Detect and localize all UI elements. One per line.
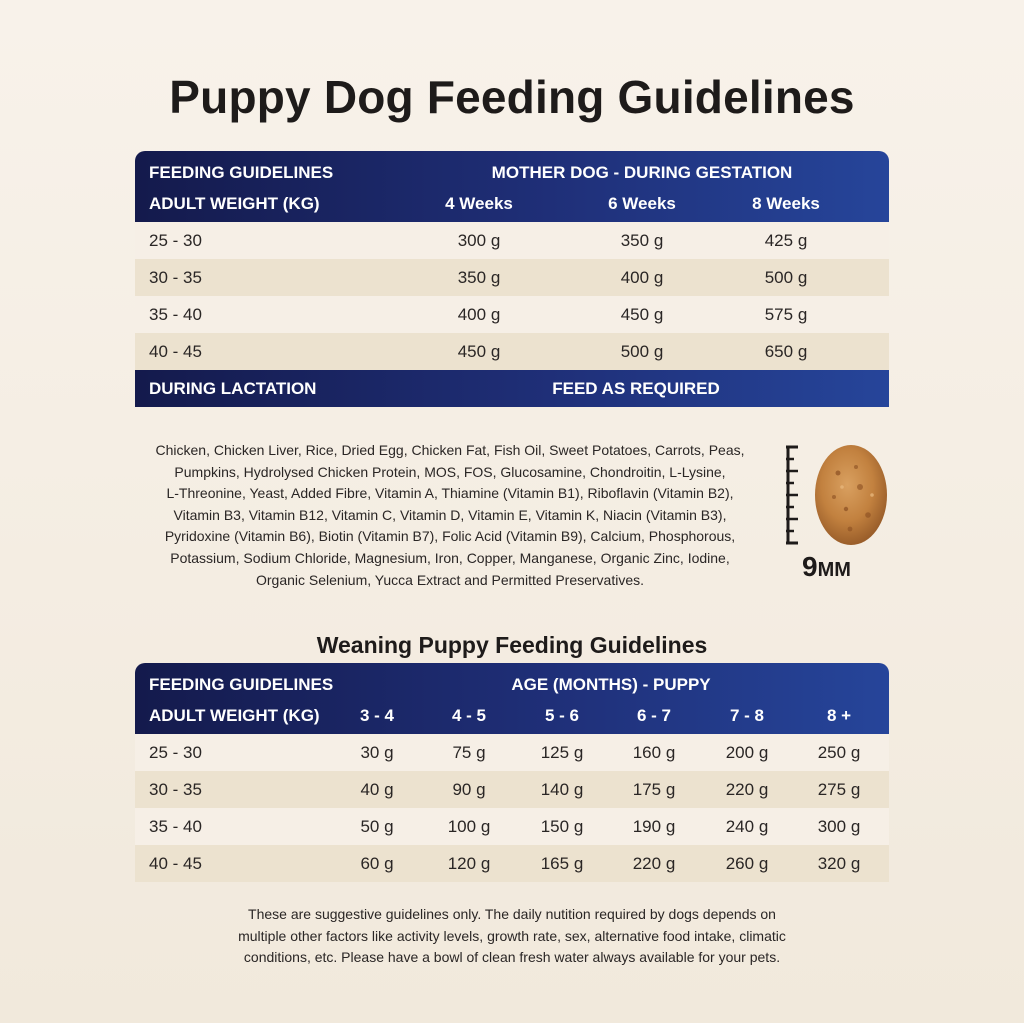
header-feeding-guidelines: FEEDING GUIDELINES <box>149 163 334 182</box>
kibble-size-label <box>802 551 851 583</box>
header-col-6-weeks: 6 Weeks <box>608 194 676 213</box>
ingredients-line: Organic Selenium, Yucca Extract and Permitted Preservatives. <box>255 571 645 588</box>
weight-cell: 40 - 45 <box>149 342 202 361</box>
value-cell: 575 g <box>764 305 808 324</box>
header-col-age: 5 - 6 <box>544 706 580 725</box>
value-cell: 425 g <box>764 231 808 250</box>
ingredients-line: Pyridoxine (Vitamin B6), Biotin (Vitamin B7), Folic Acid (Vitamin B9), Calcium, Phosphorous, <box>164 528 736 545</box>
value-cell: 320 g <box>817 854 861 873</box>
value-cell: 450 g <box>457 342 501 361</box>
value-cell: 400 g <box>457 305 501 324</box>
value-cell: 40 g <box>360 780 394 799</box>
header-age-months: AGE (MONTHS) - PUPPY <box>511 675 711 694</box>
weight-cell: 25 - 30 <box>149 743 202 762</box>
lactation-row <box>135 370 889 407</box>
value-cell: 350 g <box>620 231 664 250</box>
kibble-size-unit: MM <box>817 559 851 581</box>
value-cell: 125 g <box>540 743 584 762</box>
lactation-value: FEED AS REQUIRED <box>552 379 720 398</box>
header-col-8-weeks: 8 Weeks <box>752 194 820 213</box>
weight-cell: 40 - 45 <box>149 854 202 873</box>
table-row <box>135 296 889 333</box>
header-col-age: 8 + <box>826 706 852 725</box>
section-title: Weaning Puppy Feeding Guidelines <box>316 632 708 658</box>
ingredients-line: L-Threonine, Yeast, Added Fibre, Vitamin A, Thiamine (Vitamin B1), Riboflavin (Vitamin B2), <box>166 485 734 502</box>
value-cell: 500 g <box>620 342 664 361</box>
value-cell: 220 g <box>632 854 676 873</box>
value-cell: 260 g <box>725 854 769 873</box>
note-line: multiple other factors like activity levels, growth rate, sex, alternative food intake, climatic <box>238 927 786 944</box>
ingredients-list <box>145 440 755 591</box>
weight-cell: 30 - 35 <box>149 268 202 287</box>
value-cell: 350 g <box>457 268 501 287</box>
ingredients-line: Chicken, Chicken Liver, Rice, Dried Egg, Chicken Fat, Fish Oil, Sweet Potatoes, Carrots, Peas, <box>155 442 745 458</box>
header-adult-weight: ADULT WEIGHT (KG) <box>149 194 320 213</box>
table-row <box>135 333 889 370</box>
table-row <box>135 259 889 296</box>
kibble-icon <box>815 445 887 545</box>
gestation-table <box>135 151 889 407</box>
gestation-table-header <box>135 151 889 222</box>
kibble-size-graphic <box>780 443 900 588</box>
note-line: These are suggestive guidelines only. The daily nutition required by dogs depends on <box>248 906 776 922</box>
value-cell: 300 g <box>457 231 501 250</box>
table-row <box>135 771 889 808</box>
header-col-4-weeks: 4 Weeks <box>445 194 513 213</box>
lactation-label: DURING LACTATION <box>149 379 317 398</box>
ingredients-line: Vitamin B3, Vitamin B12, Vitamin C, Vitamin D, Vitamin E, Vitamin K, Niacin (Vitamin B3), <box>173 506 727 523</box>
header-adult-weight: ADULT WEIGHT (KG) <box>149 706 320 725</box>
value-cell: 60 g <box>360 854 394 873</box>
header-gestation: MOTHER DOG - DURING GESTATION <box>491 163 793 182</box>
value-cell: 140 g <box>540 780 584 799</box>
value-cell: 650 g <box>764 342 808 361</box>
value-cell: 160 g <box>632 743 676 762</box>
table-row <box>135 734 889 771</box>
weight-cell: 35 - 40 <box>149 305 202 324</box>
weight-cell: 30 - 35 <box>149 780 202 799</box>
value-cell: 275 g <box>817 780 861 799</box>
value-cell: 75 g <box>452 743 486 762</box>
weight-cell: 25 - 30 <box>149 231 202 250</box>
value-cell: 200 g <box>725 743 769 762</box>
page-title: Puppy Dog Feeding Guidelines <box>169 71 855 123</box>
table-row <box>135 845 889 882</box>
value-cell: 250 g <box>817 743 861 762</box>
header-col-age: 3 - 4 <box>359 706 395 725</box>
value-cell: 190 g <box>632 817 676 836</box>
value-cell: 30 g <box>360 743 394 762</box>
table-row <box>135 808 889 845</box>
value-cell: 500 g <box>764 268 808 287</box>
disclaimer-note <box>200 904 824 969</box>
header-col-age: 7 - 8 <box>729 706 765 725</box>
value-cell: 220 g <box>725 780 769 799</box>
value-cell: 165 g <box>540 854 584 873</box>
header-feeding-guidelines: FEEDING GUIDELINES <box>149 675 334 694</box>
header-col-age: 4 - 5 <box>451 706 487 725</box>
value-cell: 240 g <box>725 817 769 836</box>
value-cell: 90 g <box>452 780 486 799</box>
header-col-age: 6 - 7 <box>636 706 672 725</box>
weaning-table-header <box>135 663 889 734</box>
weight-cell: 35 - 40 <box>149 817 202 836</box>
value-cell: 100 g <box>447 817 491 836</box>
table-row <box>135 222 889 259</box>
ingredients-line: Pumpkins, Hydrolysed Chicken Protein, MOS, FOS, Glucosamine, Chondroitin, L-Lysine, <box>174 463 726 480</box>
ruler-icon <box>780 443 900 551</box>
value-cell: 400 g <box>620 268 664 287</box>
value-cell: 150 g <box>540 817 584 836</box>
value-cell: 450 g <box>620 305 664 324</box>
ingredients-line: Potassium, Sodium Chloride, Magnesium, Iron, Copper, Manganese, Organic Zinc, Iodine, <box>170 549 730 566</box>
value-cell: 120 g <box>447 854 491 873</box>
value-cell: 175 g <box>632 780 676 799</box>
weaning-table <box>135 663 889 882</box>
kibble-size-number: 9 <box>802 551 818 582</box>
value-cell: 300 g <box>817 817 861 836</box>
note-line: conditions, etc. Please have a bowl of clean fresh water always available for your pets. <box>243 949 781 966</box>
value-cell: 50 g <box>360 817 394 836</box>
